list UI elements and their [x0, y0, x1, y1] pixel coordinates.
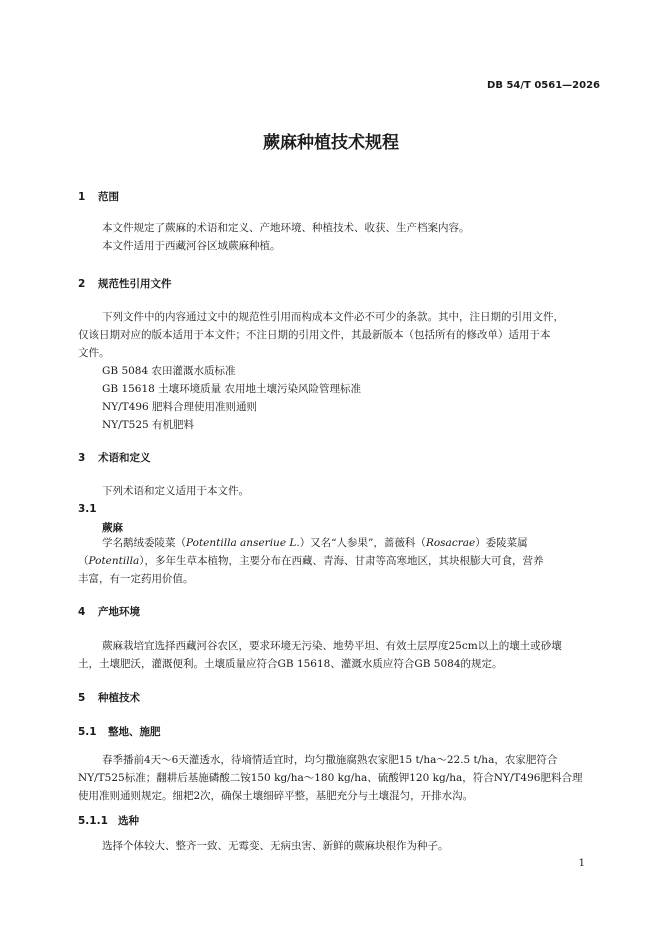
section-number: 1: [78, 191, 86, 203]
latin-name: Rosacrae: [425, 537, 476, 549]
subsection-number: 5.1: [78, 726, 97, 738]
section-number: 3: [78, 452, 86, 464]
paragraph-line: 仅该日期对应的版本适用于本文件；不注日期的引用文件，其最新版本（包括所有的修改单）适用于本: [78, 329, 551, 341]
term-number: 3.1: [78, 503, 97, 515]
section-3-heading: [78, 450, 151, 465]
section-5-heading: [78, 690, 140, 705]
section-2-heading: [78, 276, 172, 291]
paragraph: 本文件适用于西藏河谷区域蕨麻种植。: [102, 240, 281, 252]
text-run: （: [78, 555, 89, 567]
text-run: ）委陵菜属: [475, 537, 528, 549]
text-run: 学名鹅绒委陵菜（: [102, 537, 186, 549]
reference-item: GB 15618 土壤环境质量 农用地土壤污染风险管理标准: [102, 383, 362, 395]
text-run: ）又名“人参果”，蔷薇科（: [299, 537, 426, 549]
document-code: DB 54/T 0561—2026: [487, 80, 600, 91]
section-title: 产地环境: [98, 606, 140, 618]
section-title: 种植技术: [98, 692, 140, 704]
paragraph-line: 蕨麻栽培宜选择西藏河谷农区，要求环境无污染、地势平坦、有效土层厚度25cm以上的壤土或砂壤: [102, 640, 562, 652]
term-name: 蕨麻: [102, 522, 123, 534]
subsection-title: 选种: [118, 815, 139, 827]
text-run: ），多年生草本植物，主要分布在西藏、青海、甘肃等高寒地区，其块根膨大可食，营养: [139, 555, 544, 567]
paragraph: 本文件规定了蕨麻的术语和定义、产地环境、种植技术、收获、生产档案内容。: [102, 222, 470, 234]
section-number: 2: [78, 278, 86, 290]
latin-name: Potentilla: [88, 555, 140, 567]
definition-line: 丰富，有一定药用价值。: [78, 573, 194, 585]
section-title: 规范性引用文件: [98, 278, 172, 290]
section-4-heading: [78, 604, 140, 619]
paragraph-line: 使用准则通则规定。细耙2次，确保土壤细碎平整，基肥充分与土壤混匀，开排水沟。: [78, 790, 474, 802]
section-title: 范围: [98, 191, 119, 203]
paragraph-line: 下列文件中的内容通过文中的规范性引用而构成本文件必不可少的条款。其中，注日期的引用文件，: [102, 311, 564, 323]
paragraph-line: 春季播前4天～6天灌透水，待墒情适宜时，均匀撒施腐熟农家肥15 t/ha～22.5 t/ha，农家肥符合: [102, 754, 558, 766]
page-number: 1: [578, 858, 585, 869]
paragraph-line: 文件。: [78, 347, 110, 359]
latin-name: Potentilla anseriue L.: [186, 537, 300, 549]
paragraph-line: NY/T525标准；翻耕后基施磷酸二铵150 kg/ha～180 kg/ha、硫酸钾120 kg/ha，符合NY/T496肥料合理: [78, 772, 583, 784]
section-number: 4: [78, 606, 86, 618]
paragraph: 选择个体较大、整齐一致、无霉变、无病虫害、新鲜的蕨麻块根作为种子。: [102, 840, 449, 852]
section-number: 5: [78, 692, 86, 704]
definition-line: [78, 552, 543, 570]
subsection-number: 5.1.1: [78, 815, 108, 827]
subsection-5-1-heading: [78, 724, 161, 739]
reference-item: NY/T525 有机肥料: [102, 419, 195, 431]
reference-item: GB 5084 农田灌溉水质标准: [102, 365, 236, 377]
paragraph-line: 土，土壤肥沃，灌溉便利。土壤质量应符合GB 15618、灌溉水质应符合GB 5084的规定。: [78, 658, 503, 670]
paragraph: 下列术语和定义适用于本文件。: [102, 485, 249, 497]
subsection-5-1-1-heading: [78, 813, 139, 828]
definition-line: [102, 534, 528, 552]
section-title: 术语和定义: [98, 452, 151, 464]
subsection-title: 整地、施肥: [108, 726, 161, 738]
page-title: 蕨麻种植技术规程: [263, 133, 399, 153]
reference-item: NY/T496 肥料合理使用准则通则: [102, 401, 258, 413]
section-1-heading: [78, 189, 119, 204]
